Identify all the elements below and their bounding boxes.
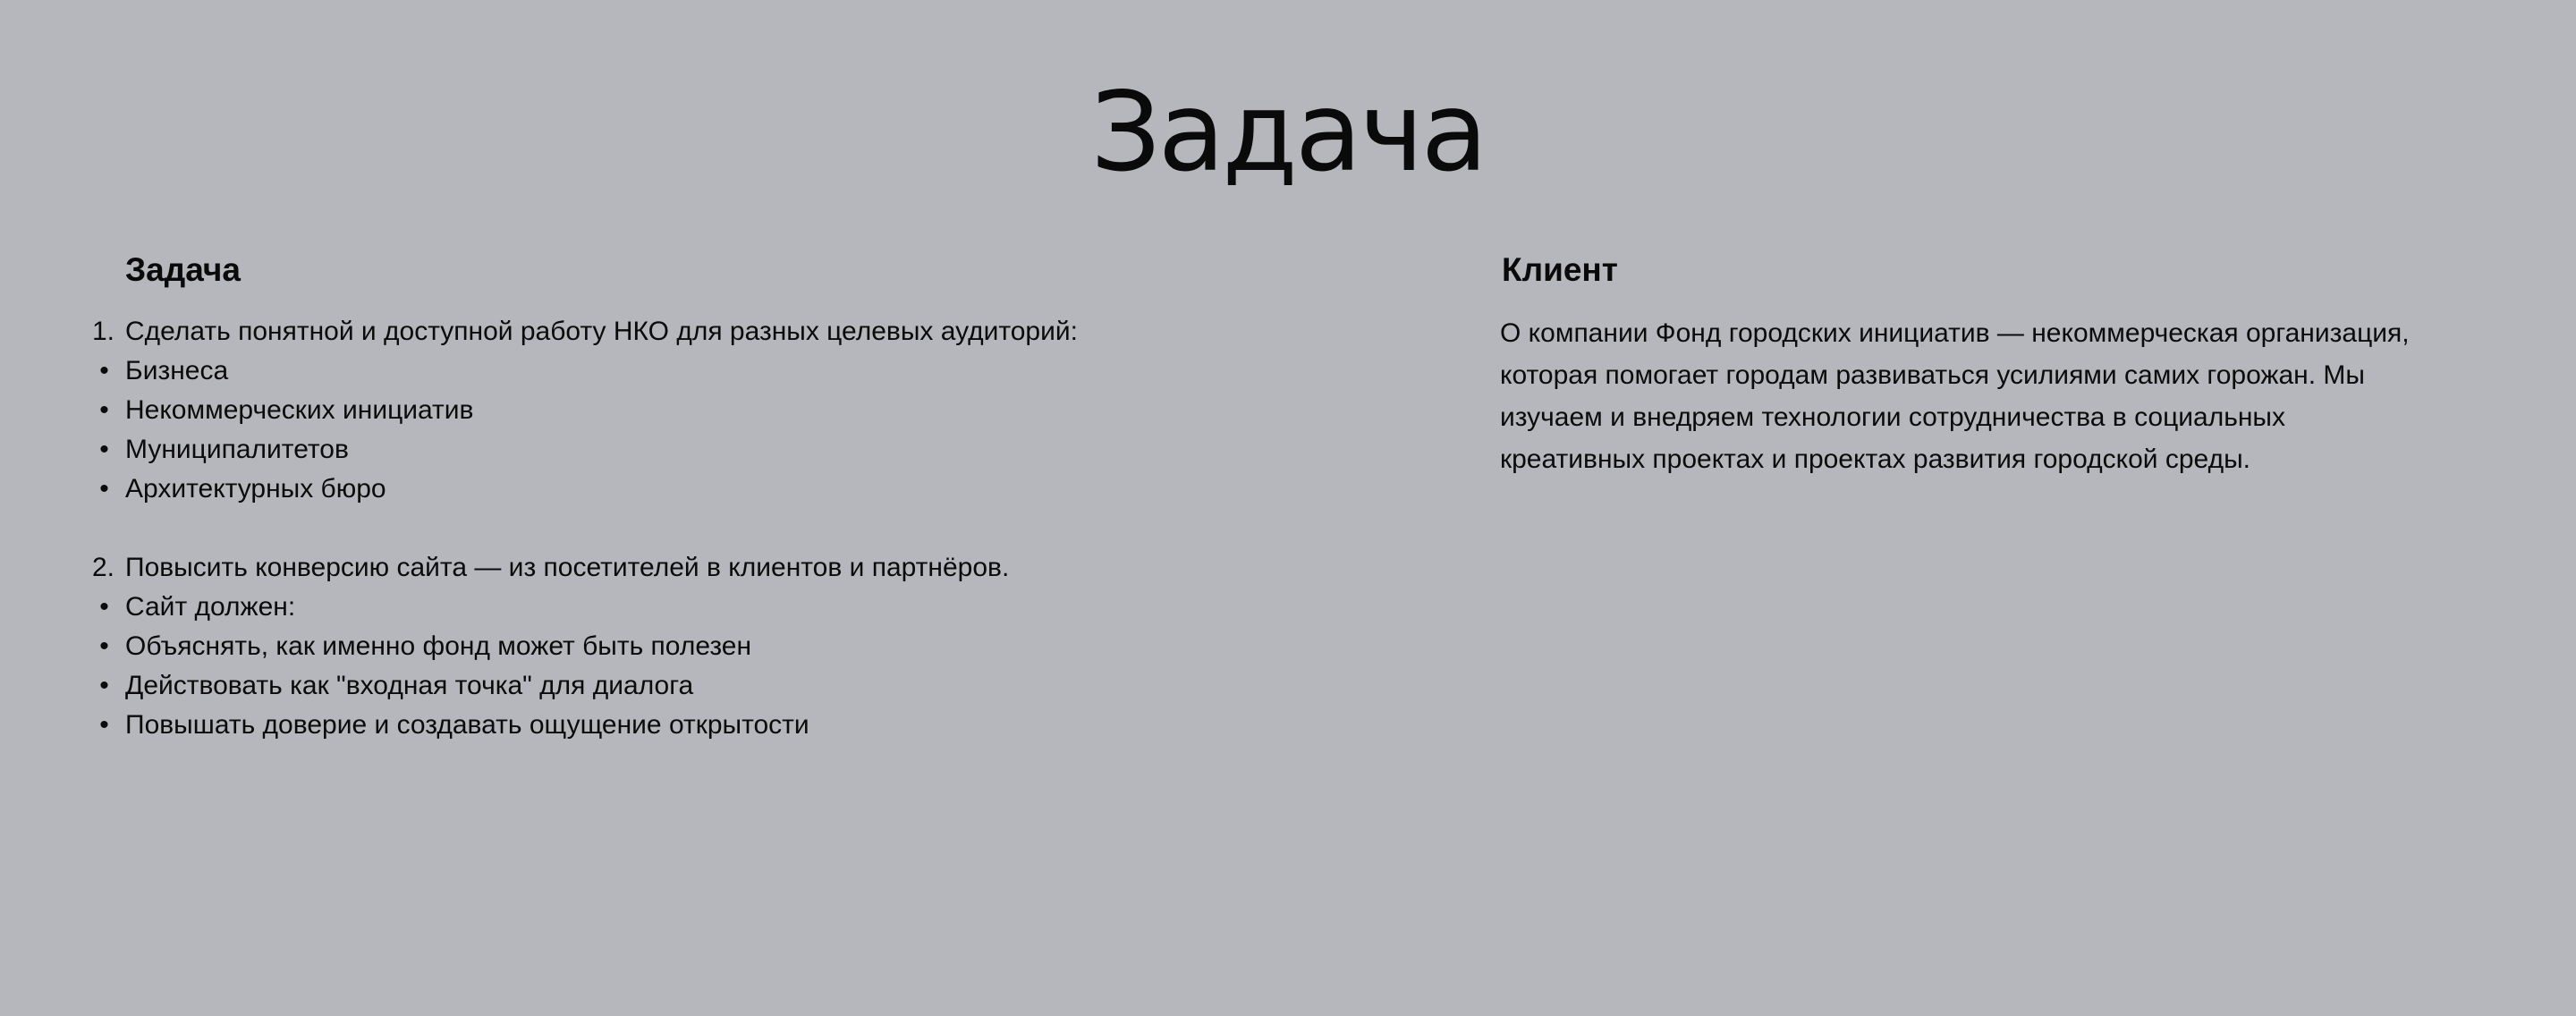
bullet-icon: •	[99, 592, 109, 622]
client-description-line: креативных проектах и проектах развития городской среды.	[1500, 444, 2250, 474]
list-item-text: Архитектурных бюро	[125, 474, 386, 504]
bullet-item	[92, 351, 1078, 391]
list-number: 1.	[92, 317, 115, 346]
list-item-text: Сделать понятной и доступной работу НКО для разных целевых аудиторий:	[125, 317, 1078, 346]
list-item-text: Действовать как "входная точка" для диалога	[125, 671, 694, 700]
list-item-text: Муниципалитетов	[125, 435, 349, 464]
task-list	[92, 312, 1078, 745]
numbered-item	[92, 312, 1078, 351]
client-description-line: которая помогает городам развиваться усилиями самих горожан. Мы	[1500, 360, 2365, 390]
list-item-text: Повысить конверсию сайта — из посетителей в клиентов и партнёров.	[125, 553, 1010, 582]
list-item-text: Бизнеса	[125, 356, 229, 385]
client-description-line: О компании Фонд городских инициатив — некоммерческая организация,	[1500, 318, 2410, 348]
client-description	[1500, 312, 2484, 480]
client-heading: Клиент	[1502, 251, 1618, 288]
bullet-icon: •	[99, 710, 109, 740]
client-description-line: изучаем и внедряем технологии сотрудничества в социальных	[1500, 402, 2285, 432]
bullet-item	[92, 666, 1078, 706]
list-item-text: Повышать доверие и создавать ощущение открытости	[125, 710, 809, 740]
list-item-text: Некоммерческих инициатив	[125, 395, 474, 425]
list-spacer	[92, 509, 1078, 548]
list-number: 2.	[92, 553, 115, 582]
bullet-icon: •	[99, 395, 109, 425]
bullet-item	[92, 588, 1078, 627]
list-item-text: Объяснять, как именно фонд может быть полезен	[125, 631, 752, 661]
bullet-item	[92, 706, 1078, 745]
bullet-item	[92, 627, 1078, 666]
bullet-item	[92, 391, 1078, 430]
task-heading: Задача	[125, 251, 241, 288]
bullet-icon: •	[99, 435, 109, 464]
bullet-icon: •	[99, 671, 109, 700]
bullet-icon: •	[99, 356, 109, 385]
numbered-item	[92, 548, 1078, 588]
bullet-icon: •	[99, 474, 109, 504]
page-title: Задача	[1090, 69, 1486, 196]
bullet-item	[92, 470, 1078, 509]
list-item-text: Сайт должен:	[125, 592, 296, 622]
bullet-icon: •	[99, 631, 109, 661]
bullet-item	[92, 430, 1078, 470]
